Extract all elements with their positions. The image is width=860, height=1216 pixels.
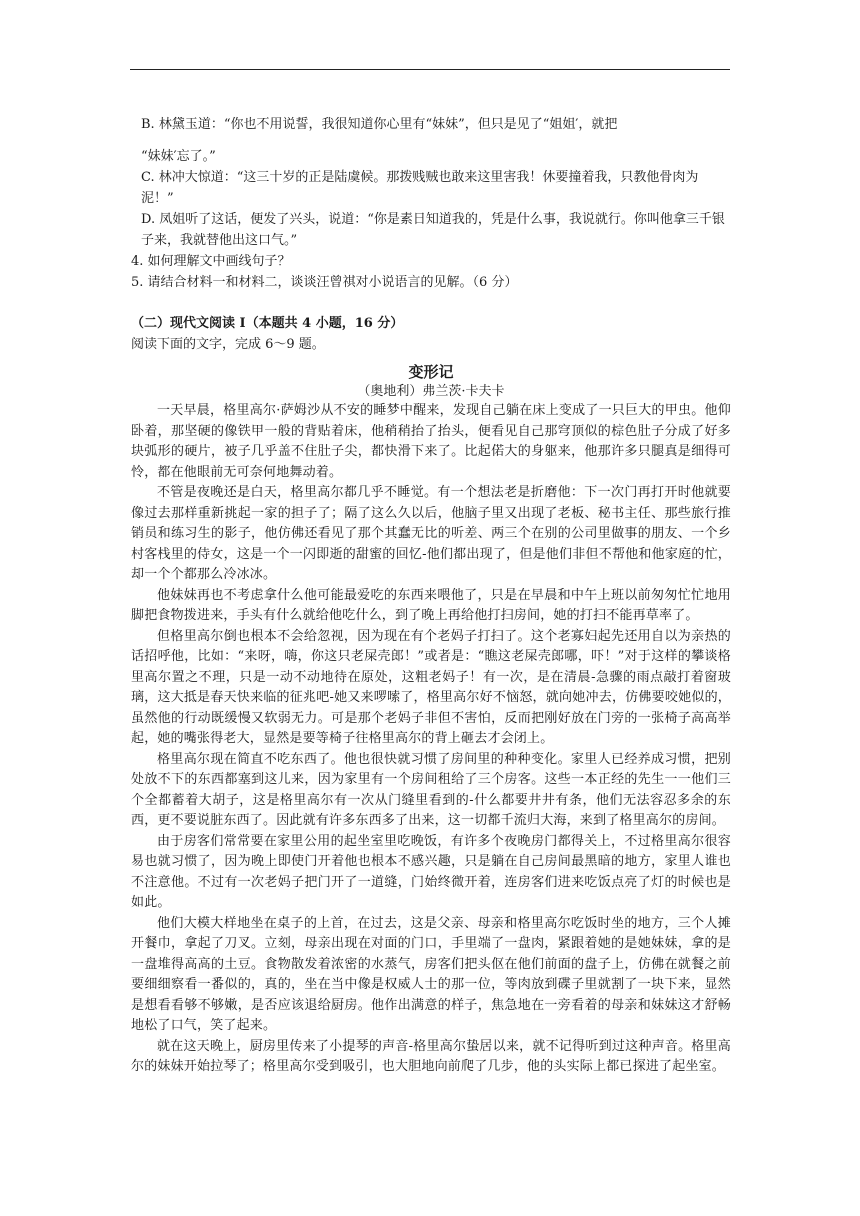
section-instruction: 阅读下面的文字，完成 6～9 题。 xyxy=(131,337,325,352)
option-b-line2: “妹妹′忘了。” xyxy=(141,149,216,164)
article-paragraph-5: 格里高尔现在简直不吃东西了。他也很快就习惯了房间里的种种变化。家里人已经养成习惯，把别处放不下的东西都塞到这儿来，因为家里有一个房间租给了三个房客。这些一本正经的先生一一他们三个全都蓄着大胡子，这是格里高尔有一次从门缝里看到的-什么都要井井有条，他们无法容忍多余的东西，更不要说脏东西了。因此就有许多东西多了出来，这一切都千流归大海，来到了格里高尔的房间。 xyxy=(131,751,731,828)
article-paragraph-4: 但格里高尔倒也根本不会给忽视，因为现在有个老妈子打扫了。这个老寡妇起先还用自以为亲热的话招呼他，比如：“来呀，嗨，你这只老屎壳郎！”或者是：“瞧这老屎壳郎哪，吓！”对于这样的攀谈格里高尔置之不理，只是一动不动地待在原处，这粗老妈子！有一次，是在清晨-急骤的雨点敲打着窗玻璃，这大抵是春天快来临的征兆吧-她又来啰嗦了，格里高尔好不恼怒，就向她冲去，仿佛要咬她似的，虽然他的行动既缓慢又软弱无力。可是那个老妈子非但不害怕，反而把刚好放在门旁的一张椅子高高举起，她的嘴张得老大，显然是要等椅子往格里高尔的背上砸去才会闭上。 xyxy=(131,628,731,746)
article-author: （奥地利）弗兰茨·卡夫卡 xyxy=(357,384,505,399)
article-paragraph-8: 就在这天晚上，厨房里传来了小提琴的声音-格里高尔蛰居以来，就不记得听到过这种声音。格里高尔的妹妹开始拉琴了；格里高尔受到吸引，也大胆地向前爬了几步，他的头实际上都已探进了起坐室。 xyxy=(131,1038,731,1074)
article-paragraph-1: 一天早晨，格里高尔·萨姆沙从不安的睡梦中醒来，发现自己躺在床上变成了一只巨大的甲虫。他仰卧着，那坚硬的像铁甲一般的背贴着床，他稍稍抬了抬头，便看见自己那穹顶似的棕色肚子分成了好多块弧形的硬片，被子几乎盖不住肚子尖，都快滑下来了。比起偌大的身躯来，他那许多只腿真是细得可怜，都在他眼前无可奈何地舞动着。 xyxy=(131,403,731,480)
option-b-line1: B. 林黛玉道：“你也不用说誓，我很知道你心里有“妹妹”，但只是见了“姐姐′，就把 xyxy=(141,117,618,132)
article-title: 变形记 xyxy=(408,363,454,381)
question-4: 4. 如何理解文中画线句子？ xyxy=(131,254,291,269)
article-paragraph-7: 他们大模大样地坐在桌子的上首，在过去，这是父亲、母亲和格里高尔吃饭时坐的地方，三个人摊开餐巾，拿起了刀叉。立刻，母亲出现在对面的门口，手里端了一盘肉，紧跟着她的是她妹妹，拿的是一盘堆得高高的土豆。食物散发着浓密的水蒸气，房客们把头伛在他们前面的盘子上，仿佛在就餐之前要细细察看一番似的，真的，坐在当中像是权威人士的那一位，等肉放到碟子里就割了一块下来，显然是想看看够不够嫩，是否应该退给厨房。他作出满意的样子，焦急地在一旁看着的母亲和妹妹这才舒畅地松了口气，笑了起来。 xyxy=(131,915,731,1033)
section-title: （二）现代文阅读 I（本题共 4 小题，16 分） xyxy=(131,316,404,331)
option-d: D. 凤姐听了这话，便发了兴头，说道：“你是素日知道我的，凭是什么事，我说就行。你叫他拿三千银子来，我就替他出这口气。” xyxy=(141,212,725,248)
question-5: 5. 请结合材料一和材料二，谈谈汪曾祺对小说语言的见解。（6 分） xyxy=(131,275,518,290)
page-content xyxy=(131,112,731,1078)
article-paragraph-3: 他妹妹再也不考虑拿什么他可能最爱吃的东西来喂他了，只是在早晨和中午上班以前匆匆忙忙地用脚把食物拨进来，手头有什么就给他吃什么，到了晚上再给他打扫房间，她的打扫不能再草率了。 xyxy=(131,587,731,623)
option-c: C. 林冲大惊道：“这三十岁的正是陆虞候。那拨贱贼也敢来这里害我！休要撞着我，只教他骨肉为泥！” xyxy=(141,170,699,206)
article-paragraph-6: 由于房客们常常要在家里公用的起坐室里吃晚饭，有许多个夜晚房门都得关上，不过格里高尔很容易也就习惯了，因为晚上即使门开着他也根本不感兴趣，只是躺在自己房间最黑暗的地方，家里人谁也不注意他。不过有一次老妈子把门开了一道缝，门始终微开着，连房客们进来吃饭点亮了灯的时候也是如此。 xyxy=(131,833,731,910)
header-rule xyxy=(130,69,730,70)
article-paragraph-2: 不管是夜晚还是白天，格里高尔都几乎不睡觉。有一个想法老是折磨他：下一次门再打开时他就要像过去那样重新挑起一家的担子了；隔了这么久以后，他脑子里又出现了老板、秘书主任、那些旅行推销员和练习生的影子，他仿佛还看见了那个其蠢无比的听差、两三个在别的公司里做事的朋友、一个乡村客栈里的侍女，这是一个一闪即逝的甜蜜的回忆-他们都出现了，但是他们非但不帮他和他家庭的忙，却一个个都那么冷冰冰。 xyxy=(131,485,731,582)
